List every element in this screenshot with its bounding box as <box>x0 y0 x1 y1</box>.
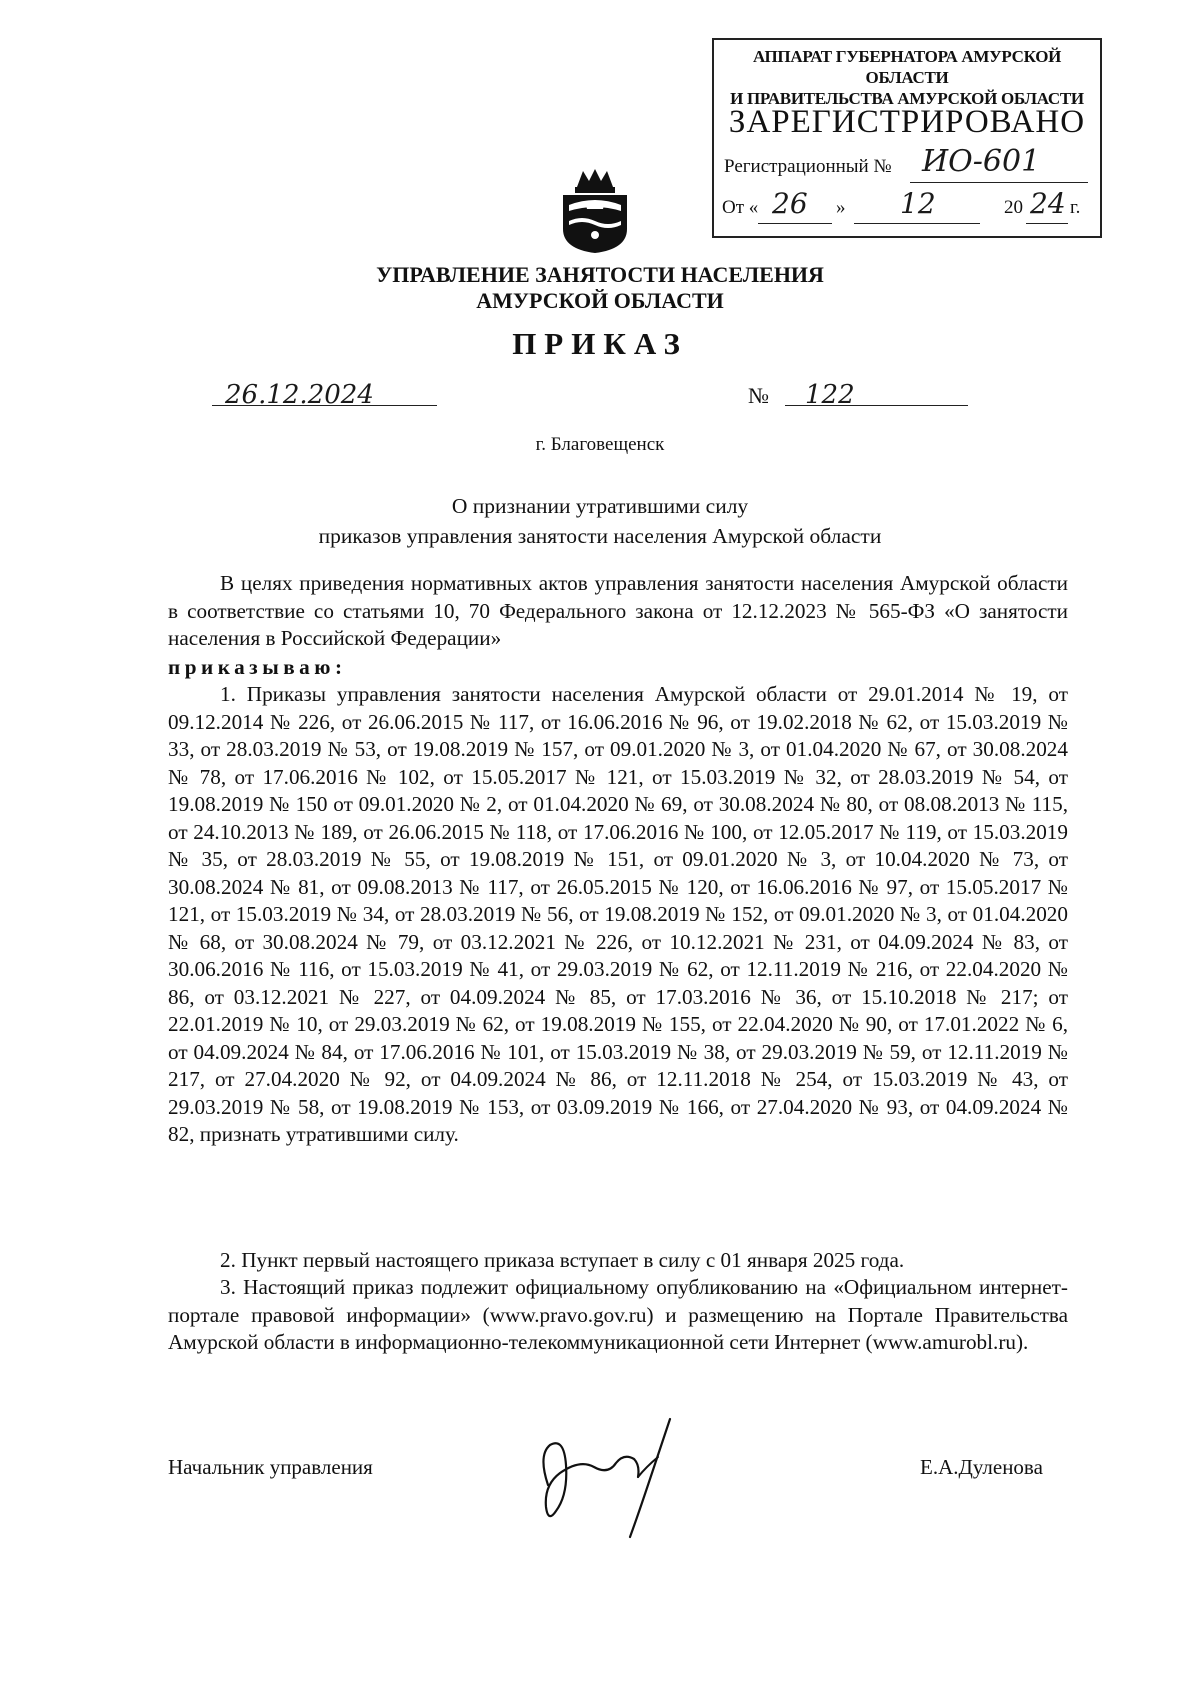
subject-line-1: О признании утратившими силу <box>451 494 749 518</box>
stamp-year-prefix: 20 <box>1004 197 1023 218</box>
handwritten-signature <box>520 1415 690 1545</box>
document-type: ПРИКАЗ <box>512 326 688 361</box>
organization-line-1: УПРАВЛЕНИЕ ЗАНЯТОСТИ НАСЕЛЕНИЯ <box>376 262 824 287</box>
stamp-month: 12 <box>900 187 936 220</box>
stamp-year-suffix: г. <box>1070 197 1081 218</box>
subject-line-2: приказов управления занятости населения Амурской области <box>318 524 882 548</box>
city: г. Благовещенск <box>535 434 665 455</box>
stamp-reg-label: Регистрационный № <box>724 156 892 177</box>
order-number: 122 <box>805 380 855 410</box>
registration-stamp <box>712 38 1102 238</box>
stamp-date-prefix: От « <box>722 197 759 218</box>
stamp-day: 26 <box>772 187 808 220</box>
signatory-name: Е.А.Дуленова <box>920 1455 1043 1479</box>
order-number-label: № <box>748 383 769 408</box>
stamp-day-suffix: » <box>836 197 846 218</box>
signatory-position: Начальник управления <box>168 1455 373 1479</box>
order-date: 26.12.2024 <box>225 380 374 410</box>
organization-name <box>0 262 1200 314</box>
order-word: приказываю: <box>168 655 347 679</box>
stamp-year: 24 <box>1030 187 1066 220</box>
order-subject <box>0 491 1200 551</box>
item-1: 1. Приказы управления занятости населения Амурской области от 29.01.2014 № 19, от 09.12.2014 № 226, от 26.06.2015 № 117, от 16.06.2016 № 96, от 19.02.2018 № 62, от 15.03.2019 № 33, от 28.03.2019 № 53, от 19.08.2019 № 157, от 09.01.2020 № 3, от 01.04.2020 № 67, от 30.08.2024 № 78, от 17.06.2016 № 102, от 15.05.2017 № 121, от 15.03.2019 № 32, от 28.03.2019 № 54, от 19.08.2019 № 150 от 09.01.2020 № 2, от 01.04.2020 № 69, от 30.08.2024 № 80, от 08.08.2013 № 115, от 24.10.2013 № 189, от 26.06.2015 № 118, от 17.06.2016 № 100, от 12.05.2017 № 119, от 15.03.2019 № 35, от 28.03.2019 № 55, от 19.08.2019 № 151, от 09.01.2020 № 3, от 10.04.2020 № 73, от 30.08.2024 № 81, от 09.08.2013 № 117, от 26.05.2015 № 120, от 16.06.2016 № 97, от 15.05.2017 № 121, от 15.03.2019 № 34, от 28.03.2019 № 56, от 19.08.2019 № 152, от 09.01.2020 № 3, от 01.04.2020 № 68, от 30.08.2024 № 79, от 03.12.2021 № 226, от 10.12.2021 № 231, от 04.09.2024 № 83, от 30.06.2016 № 116, от 15.03.2019 № 41, от 29.03.2019 № 62, от 12.11.2019 № 216, от 22.04.2020 № 86, от 03.12.2021 № 227, от 04.09.2024 № 85, от 17.03.2016 № 36, от 15.10.2018 № 217; от 22.01.2019 № 10, от 29.03.2019 № 62, от 19.08.2019 № 155, от 22.04.2020 № 90, от 17.01.2022 № 6, от 04.09.2024 № 84, от 17.06.2016 № 101, от 15.03.2019 № 38, от 29.03.2019 № 59, от 12.11.2019 № 217, от 27.04.2020 № 92, от 04.09.2024 № 86, от 12.11.2018 № 254, от 15.03.2019 № 43, от 29.03.2019 № 58, от 19.08.2019 № 153, от 03.09.2019 № 166, от 27.04.2020 № 93, от 04.09.2024 № 82, признать утратившими силу. <box>168 682 1068 1146</box>
intro-paragraph: В целях приведения нормативных актов управления занятости населения Амурской области в соответствие со статьями 10, 70 Федерального закона от 12.12.2023 № 565-ФЗ «О занятости населения в Российской Федерации» <box>168 571 1068 650</box>
coat-of-arms-icon <box>555 165 635 255</box>
item-3: 3. Настоящий приказ подлежит официальному опубликованию на «Официальном интернет-портале правовой информации» (www.pravo.gov.ru) и размещению на Портале Правительства Амурской области в информационно-телекоммуникационной сети Интернет (www.amurobl.ru). <box>168 1275 1068 1354</box>
stamp-organization: АППАРАТ ГУБЕРНАТОРА АМУРСКОЙ ОБЛАСТИ И ПРАВИТЕЛЬСТВА АМУРСКОЙ ОБЛАСТИ <box>730 47 1084 108</box>
organization-line-2: АМУРСКОЙ ОБЛАСТИ <box>476 288 724 313</box>
item-2: 2. Пункт первый настоящего приказа вступает в силу с 01 января 2025 года. <box>220 1248 905 1272</box>
stamp-reg-number: ИО-601 <box>922 144 1041 179</box>
stamp-title: ЗАРЕГИСТРИРОВАНО <box>728 104 1086 140</box>
